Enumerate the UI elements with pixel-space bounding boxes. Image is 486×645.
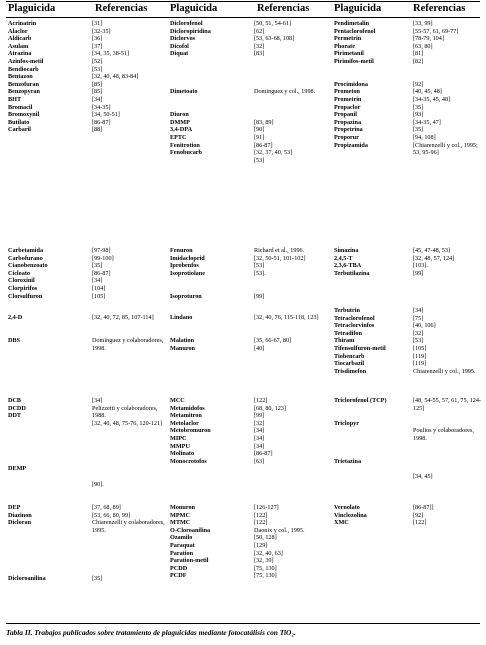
reference-cell: [34, 45]	[413, 473, 433, 480]
reference-cell: [82]	[413, 58, 424, 65]
reference-cell: [36]	[92, 35, 103, 43]
reference-cell: Dominguez y col., 1998.	[254, 88, 316, 96]
reference-cell: [81]	[413, 50, 424, 58]
pesticide-name: Propetrina	[334, 126, 363, 134]
reference-cell: Chiarenzelli y col., 1995.	[413, 367, 476, 375]
pesticide-name: Benzofuran	[8, 80, 39, 88]
reference-cell: [35]	[413, 103, 424, 111]
pesticide-name: Tetradifon	[334, 329, 362, 337]
pesticide-name: Vinclozolina	[334, 511, 367, 519]
pesticide-name: Paration	[170, 549, 194, 557]
pesticide-name: Alaclor	[8, 27, 28, 35]
reference-cell: [Chiarenzelli y col., 1995; 53, 95-96]	[413, 141, 478, 157]
reference-cell: [50, 51, 54-61]	[254, 20, 292, 27]
reference-cell: Chiarenzelli y colaboradores, 1995.	[92, 519, 165, 534]
pesticide-name: Cicloato	[8, 269, 30, 277]
pesticide-name: Dicloroanilina	[8, 575, 46, 582]
pesticide-name: Aldicarb	[8, 35, 32, 43]
reference-cell: [105]	[413, 345, 427, 352]
reference-cell: [35]	[92, 262, 103, 270]
reference-cell: [119]	[413, 360, 427, 368]
reference-cell: [92]	[413, 511, 424, 519]
reference-cell: [53].	[254, 269, 266, 277]
reference-cell: [33, 99]	[413, 20, 433, 27]
pesticide-name: Malation	[170, 337, 195, 344]
reference-cell: [32, 39]	[254, 557, 274, 565]
reference-cell: [99]	[413, 269, 424, 277]
pesticide-name: Phorate	[334, 42, 355, 50]
pesticide-name: MIPC	[170, 435, 187, 442]
reference-cell: [86-87]	[254, 450, 273, 458]
pesticide-name: DMMP	[170, 118, 190, 126]
pesticide-name: 3,4-DPA	[170, 126, 193, 134]
pesticide-name: Ozamilo	[170, 534, 193, 542]
pesticide-name: Trietazina	[334, 457, 362, 465]
reference-cell: Dominguez y colaboradores, 1998.	[92, 337, 164, 352]
pesticide-name: Procimidona	[334, 80, 368, 88]
pesticide-name: Dicloran	[8, 519, 32, 527]
pesticide-name: MTMC	[170, 519, 191, 527]
header-referencias-1: Referencias	[95, 3, 148, 14]
reference-cell: [37, 68, 89]	[92, 504, 121, 511]
pesticide-name: DCDD	[8, 404, 26, 412]
pesticide-name: Metobromuron	[170, 427, 211, 435]
reference-cell: [48, 54-55, 57, 61, 75, 124-125]	[413, 397, 482, 412]
pesticide-name: Tiocarbazil	[334, 360, 365, 368]
pesticide-name: Carbaril	[8, 126, 32, 134]
reference-cell: [34]	[254, 435, 265, 442]
pesticide-name: Iprobenfos	[170, 262, 199, 270]
pesticide-name: MCC	[170, 397, 185, 404]
pesticide-name: Tiobencarb	[334, 352, 365, 360]
reference-cell: [34-35, 47]	[413, 118, 441, 126]
pesticide-name: Asulam	[8, 42, 29, 50]
reference-cell: [68, 80, 123]	[254, 404, 286, 412]
pesticide-name: Propazina	[334, 118, 362, 126]
reference-cell: [32, 40, 63]	[254, 549, 283, 557]
reference-cell: [50, 128]	[254, 534, 277, 542]
reference-cell: [104]	[92, 285, 106, 292]
pesticide-name: MMPU	[170, 442, 190, 450]
pesticide-name: Terbutilazina	[334, 269, 370, 277]
pesticide-name: DDT	[8, 412, 22, 420]
reference-cell: [86-87]	[92, 118, 111, 126]
pesticide-name: PCDF	[170, 572, 187, 580]
reference-cell: [32, 48, 57, 124]	[413, 254, 455, 262]
pesticide-name: Dicofol	[170, 42, 189, 50]
pesticide-name: Carbofurano	[8, 254, 43, 262]
reference-cell: [86-87]]	[413, 504, 434, 511]
pesticide-name: Lindano	[170, 314, 193, 321]
pesticide-name: Paration-metil	[170, 557, 209, 565]
reference-cell: [34, 50-51]	[92, 111, 120, 119]
reference-cell: [35]	[413, 126, 424, 134]
reference-cell: [35]	[92, 575, 103, 582]
pesticide-name: Diquat	[170, 50, 189, 58]
reference-cell: [63]	[254, 457, 265, 465]
reference-cell: [83, 89]	[254, 118, 274, 126]
reference-cell: [85]	[92, 80, 103, 88]
pesticide-name: MPMC	[170, 511, 190, 519]
pesticide-name: Diuron	[170, 111, 189, 119]
header-plaguicida-1: Plaguicida	[8, 3, 56, 14]
pesticide-name: Simazina	[334, 247, 359, 254]
reference-cell: [126-127]	[254, 504, 279, 511]
reference-cell: [40]	[254, 344, 265, 352]
pesticide-name: Isoproturon	[170, 292, 202, 300]
reference-cell: [34-35, 45, 48]	[413, 96, 451, 103]
pesticide-name: Diclorofenol	[170, 20, 203, 27]
reference-cell: [37]	[92, 42, 103, 50]
pesticide-name: Propanil	[334, 111, 357, 119]
pesticide-name: Pendimetalin	[334, 20, 370, 27]
reference-cell: [83]	[254, 50, 265, 58]
pesticide-name: Dicloropiridina	[170, 27, 211, 35]
reference-cell: [32, 37, 40, 53]	[254, 149, 293, 157]
reference-cell: [40, 45, 48]	[413, 88, 442, 96]
reference-cell: [55-57, 61, 69-77]	[413, 27, 459, 35]
reference-cell: [45, 47-48, 53]	[413, 247, 451, 254]
reference-cell: Richard et al., 1996.	[254, 247, 305, 254]
pesticide-name: PCDD	[170, 564, 188, 572]
pesticide-name: Bromacil	[8, 103, 33, 111]
reference-cell: [97-98]	[92, 247, 111, 254]
pesticide-name: Pirimifos-metil	[334, 58, 374, 65]
reference-cell: [78-79, 104]	[413, 35, 444, 43]
reference-cell: [34]	[254, 427, 265, 435]
reference-cell: [75, 130]	[254, 572, 277, 580]
reference-cell: [53]	[92, 65, 103, 73]
reference-cell: [129]	[254, 542, 268, 549]
reference-cell: [85]	[92, 88, 103, 96]
pesticide-name: Terbutrin	[334, 307, 360, 314]
reference-cell: [99-100]	[92, 254, 114, 262]
pesticide-name: DCB	[8, 397, 22, 404]
reference-cell: [119]	[413, 352, 427, 360]
pesticide-name: Monocrotofos	[170, 457, 207, 465]
reference-cell: [93]	[413, 111, 424, 119]
header-referencias-2: Referencias	[257, 3, 310, 14]
reference-cell: [122]	[413, 519, 427, 527]
reference-cell: [122]	[254, 511, 268, 519]
reference-cell: [32]	[413, 329, 424, 337]
pesticide-name: DEMP	[8, 465, 27, 473]
reference-cell: [122]	[254, 519, 268, 527]
pesticide-name: Carbetamida	[8, 247, 44, 254]
pesticide-name: Diazinon	[8, 511, 32, 519]
pesticide-name: Molinato	[170, 450, 195, 458]
table-header-rule	[6, 17, 480, 18]
pesticide-name: Proporur	[334, 134, 359, 141]
pesticide-name: Pentaclorofenol	[334, 27, 376, 35]
reference-cell: [103].	[413, 262, 428, 270]
pesticide-name: Propizamida	[334, 141, 368, 149]
reference-cell: [34-35]	[92, 103, 111, 111]
pesticide-name: Pirimetanil	[334, 50, 364, 58]
reference-cell: [53, 63-68, 108]	[254, 35, 295, 43]
reference-cell: [63, 80]	[413, 42, 433, 50]
pesticide-name: Tetraclorvinfos	[334, 322, 375, 330]
pesticide-name: 2,3,6-TBA	[334, 262, 362, 270]
pesticide-name: Butilato	[8, 118, 30, 126]
reference-cell: [91]	[254, 134, 265, 141]
reference-cell: [94, 108]	[413, 134, 436, 141]
reference-cell: [105]	[92, 292, 106, 300]
pesticide-name: Benzopyran	[8, 88, 40, 96]
reference-cell: [32, 50-51, 101-102]	[254, 254, 306, 262]
pesticide-name: Permetrin	[334, 35, 362, 43]
reference-cell: [34]	[413, 307, 424, 314]
pesticide-name: EPTC	[170, 134, 187, 141]
pesticide-name: Bromoxynil	[8, 111, 40, 119]
reference-cell: Poulios y colaboradores, 1998.	[413, 427, 475, 442]
pesticide-name: Tifensulfuron-metil	[334, 345, 386, 352]
reference-cell: [32, 40, 72, 85, 107-114]	[92, 314, 154, 321]
reference-cell: [53]	[254, 156, 265, 164]
reference-cell: [31]	[92, 20, 103, 27]
pesticide-name: 2,4,5-T	[334, 254, 353, 262]
reference-cell: [53]	[254, 262, 265, 270]
pesticide-name: Isoprotiolane	[170, 269, 205, 277]
reference-cell: Pelizzetti y colaboradores, 1988.	[92, 404, 158, 420]
reference-cell: [52]	[92, 58, 103, 65]
pesticide-name: Clorpirifos	[8, 285, 38, 292]
reference-cell: [86-87]	[254, 141, 273, 149]
reference-cell: [90]	[254, 126, 265, 134]
reference-cell: [62]	[254, 27, 265, 35]
pesticide-name: Metolaclor	[170, 419, 199, 427]
header-plaguicida-2: Plaguicida	[170, 3, 218, 14]
reference-cell: [32]	[254, 419, 265, 427]
pesticide-name: Thiram	[334, 337, 355, 345]
header-referencias-3: Referencias	[413, 3, 466, 14]
reference-cell: [35, 66-67, 80]	[254, 337, 292, 344]
pesticide-name: Metamitron	[170, 412, 202, 420]
pesticide-name: O-Cloroanilina	[170, 526, 211, 534]
pesticide-name: Manuron	[170, 344, 195, 352]
reference-cell: [34]	[92, 96, 103, 103]
pesticide-name: XMC	[334, 519, 349, 527]
pesticide-name: Fenobucarb	[170, 149, 202, 157]
pesticide-name: DEP	[8, 504, 21, 511]
reference-cell: [34]	[92, 277, 103, 285]
pesticide-name: Atrazina	[8, 50, 32, 58]
reference-cell: [32, 40, 48, 83-84]	[92, 73, 139, 81]
reference-cell: [32]	[254, 42, 265, 50]
pesticide-name: Imidacloprid	[170, 254, 205, 262]
pesticide-name: BHT	[8, 96, 22, 103]
table-bottom-rule	[6, 623, 480, 624]
reference-cell: [90].	[92, 480, 104, 488]
reference-cell: [32, 40, 48, 75-76, 120-121]	[92, 419, 163, 427]
reference-cell: [32, 40, 76, 115-118, 123]	[254, 314, 319, 321]
pesticide-name: Vernolato	[334, 504, 360, 511]
pesticide-name: Tetraclorofenol	[334, 314, 375, 322]
pesticide-name: Cloroxinil	[8, 277, 35, 285]
reference-cell: [34]	[92, 397, 103, 404]
reference-cell: [34, 35, 38-51]	[92, 50, 130, 58]
pesticide-name: Bentazon	[8, 73, 33, 81]
pesticide-name: Diclorvos	[170, 35, 196, 43]
pesticide-name: Clorsulfuron	[8, 292, 43, 300]
header-plaguicida-3: Plaguicida	[334, 3, 382, 14]
reference-cell: [99]	[254, 292, 265, 300]
pesticide-name: DBS	[8, 337, 21, 344]
table-caption: Tabla II. Trabajos publicados sobre tratamiento de plaguicidas mediante fotocatálisis con TiO₂.	[6, 628, 296, 637]
reference-cell: [122]	[254, 397, 268, 404]
reference-cell: [32-35]	[92, 27, 111, 35]
pesticide-name: Propaclor	[334, 103, 361, 111]
pesticide-name: Cianobenzoato	[8, 262, 48, 270]
reference-cell: [53, 66, 80, 99]	[92, 511, 131, 519]
pesticide-name: Triclorofenol (TCP)	[334, 397, 387, 404]
reference-cell: [34]	[254, 442, 265, 450]
pesticide-name: Prometon	[334, 88, 361, 96]
pesticide-name: Bendiocarb	[8, 65, 39, 73]
reference-cell: [53]	[413, 337, 424, 345]
pesticide-name: Metamidofos	[170, 404, 205, 412]
reference-cell: [75]	[413, 314, 424, 322]
table-top-rule	[6, 1, 480, 2]
pesticide-name: Acrinatrin	[8, 20, 37, 27]
reference-cell: [40, 106]	[413, 322, 436, 330]
pesticide-name: Paraquat	[170, 542, 195, 549]
pesticide-name: Fenuron	[170, 247, 193, 254]
pesticide-name: Dimetoato	[170, 88, 198, 96]
reference-cell: [92]	[413, 80, 424, 88]
reference-cell: [88]	[92, 126, 103, 134]
pesticide-name: Monuron	[170, 504, 195, 511]
pesticide-name: Prometrin	[334, 96, 362, 103]
pesticide-name: Triclopyr	[334, 419, 359, 427]
pesticide-name: Fenitrotion	[170, 141, 200, 149]
pesticide-name: Azinfos-metil	[8, 58, 44, 65]
reference-cell: Daonix y col., 1995.	[254, 526, 305, 534]
pesticide-name: Trisdimefon	[334, 367, 367, 375]
reference-cell: [86-87]	[92, 269, 111, 277]
reference-cell: [75, 130]	[254, 564, 277, 572]
pesticide-name: 2,4-D	[8, 314, 23, 321]
reference-cell: [99]	[254, 412, 265, 420]
